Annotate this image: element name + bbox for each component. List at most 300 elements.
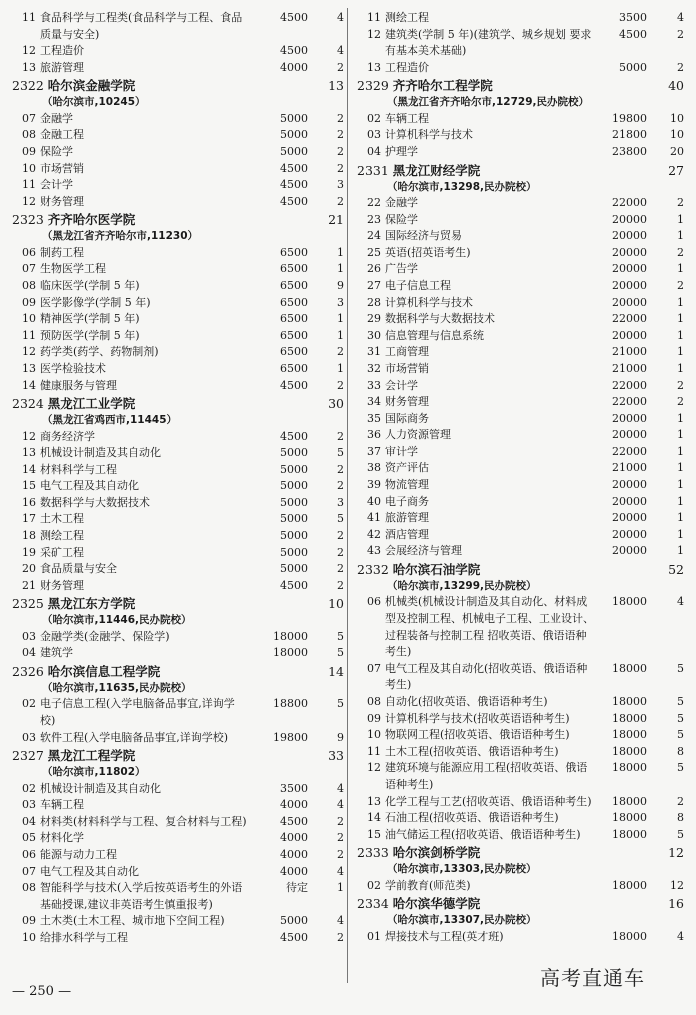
major-row — [12, 295, 344, 312]
major-fee: 21000 — [612, 461, 647, 475]
major-fee: 18000 — [612, 595, 647, 609]
major-name: 数据科学与大数据技术 — [40, 495, 150, 509]
major-row — [357, 460, 684, 477]
major-row — [12, 495, 344, 512]
major-code: 31 — [367, 345, 381, 359]
major-code: 07 — [22, 262, 36, 276]
major-row — [357, 661, 684, 694]
major-quota: 2 — [677, 395, 684, 409]
major-name: 旅游管理 — [385, 511, 429, 525]
major-code: 32 — [367, 361, 381, 375]
major-name: 建筑类(学制 5 年)(建筑学、城乡规划 要求有基本美术基础) — [385, 27, 592, 58]
major-name: 采矿工程 — [40, 545, 84, 559]
major-name: 焊接技术与工程(英才班) — [385, 929, 504, 943]
major-name: 审计学 — [385, 444, 418, 458]
major-name: 市场营销 — [40, 161, 84, 175]
major-fee: 6500 — [280, 345, 308, 359]
major-name: 英语(招英语考生) — [385, 245, 471, 259]
right-column — [357, 10, 684, 945]
major-fee: 4500 — [280, 161, 308, 175]
major-row — [12, 445, 344, 462]
major-fee: 22000 — [612, 312, 647, 326]
school-location: （哈尔滨市,13298,民办院校） — [387, 180, 537, 193]
major-name: 预防医学(学制 5 年) — [40, 328, 140, 342]
major-code: 08 — [22, 278, 36, 292]
major-code: 10 — [367, 728, 381, 742]
major-quota: 1 — [677, 328, 684, 342]
major-quota: 2 — [337, 60, 344, 74]
major-name: 生物医学工程 — [40, 262, 106, 276]
major-fee: 4500 — [280, 194, 308, 208]
major-code: 35 — [367, 411, 381, 425]
major-quota: 4 — [337, 11, 344, 24]
major-code: 40 — [367, 494, 381, 508]
major-code: 12 — [22, 194, 36, 208]
major-fee: 5000 — [280, 545, 308, 559]
major-name: 电气工程及其自动化 — [40, 864, 139, 878]
major-quota: 2 — [337, 562, 344, 576]
major-quota: 1 — [337, 881, 344, 895]
major-code: 26 — [367, 262, 381, 276]
major-quota: 2 — [677, 245, 684, 259]
major-row — [357, 929, 684, 946]
major-row — [12, 144, 344, 161]
major-fee: 4500 — [280, 429, 308, 443]
major-code: 04 — [22, 814, 36, 828]
major-fee: 18000 — [612, 811, 647, 825]
major-row — [12, 378, 344, 395]
major-code: 27 — [367, 278, 381, 292]
major-name: 材料科学与工程 — [40, 462, 117, 476]
school-code: 2325 — [12, 596, 48, 612]
major-name: 石油工程(招收英语、俄语语种考生) — [385, 811, 559, 825]
school-code: 2333 — [357, 845, 393, 861]
major-fee: 3500 — [280, 781, 308, 795]
major-code: 11 — [22, 328, 36, 342]
major-row — [12, 930, 344, 947]
major-code: 12 — [367, 27, 381, 41]
major-fee: 4000 — [280, 60, 308, 74]
school-total: 16 — [668, 896, 684, 912]
major-quota: 1 — [677, 312, 684, 326]
major-code: 03 — [22, 629, 36, 643]
major-row — [357, 212, 684, 229]
major-name: 电气工程及其自动化 — [40, 479, 139, 493]
major-name: 金融学 — [385, 195, 418, 209]
major-fee: 4000 — [280, 798, 308, 812]
school-location: （哈尔滨市,13303,民办院校） — [387, 863, 537, 876]
major-quota: 2 — [677, 27, 684, 41]
major-row — [12, 880, 344, 913]
major-quota: 4 — [337, 864, 344, 878]
major-fee: 4500 — [280, 44, 308, 58]
major-row — [357, 394, 684, 411]
major-name: 保险学 — [385, 212, 418, 226]
major-name: 电子信息工程(入学电脑备品事宜,详询学校) — [40, 697, 235, 728]
major-fee: 5000 — [280, 128, 308, 142]
major-name: 制药工程 — [40, 245, 84, 259]
major-name: 保险学 — [40, 144, 73, 158]
major-name: 土木工程 — [40, 512, 84, 526]
school-total: 10 — [328, 596, 344, 612]
major-name: 机械设计制造及其自动化 — [40, 446, 161, 460]
major-fee: 4500 — [280, 930, 308, 944]
major-code: 08 — [22, 128, 36, 142]
major-code: 06 — [367, 595, 381, 609]
major-quota: 2 — [337, 831, 344, 845]
major-quota: 4 — [337, 798, 344, 812]
school-name: 哈尔滨剑桥学院 — [392, 845, 481, 861]
major-row — [12, 311, 344, 328]
major-code: 12 — [22, 345, 36, 359]
major-name: 机械设计制造及其自动化 — [40, 781, 161, 795]
major-fee: 18000 — [612, 761, 647, 775]
school-location: （黑龙江省齐齐哈尔市,12729,民办院校） — [387, 96, 590, 109]
major-row — [12, 60, 344, 77]
major-code: 14 — [22, 378, 36, 392]
major-fee: 19800 — [273, 730, 308, 744]
major-row — [12, 830, 344, 847]
major-fee: 20000 — [612, 428, 647, 442]
major-row — [357, 311, 684, 328]
major-row — [357, 494, 684, 511]
major-name: 材料类(材料科学与工程、复合材料与工程) — [40, 814, 247, 828]
major-fee: 20000 — [612, 411, 647, 425]
major-quota: 3 — [337, 178, 344, 192]
major-fee: 21800 — [612, 128, 647, 142]
major-code: 13 — [367, 60, 381, 74]
major-fee: 20000 — [612, 278, 647, 292]
major-quota: 5 — [677, 661, 684, 675]
major-quota: 10 — [670, 111, 684, 125]
major-row — [357, 810, 684, 827]
major-row — [12, 10, 344, 43]
major-name: 车辆工程 — [40, 798, 84, 812]
major-quota: 2 — [677, 794, 684, 808]
major-quota: 2 — [337, 529, 344, 543]
major-quota: 5 — [677, 761, 684, 775]
major-row — [12, 578, 344, 595]
major-row — [357, 144, 684, 161]
major-quota: 1 — [337, 312, 344, 326]
major-code: 14 — [22, 462, 36, 476]
major-fee: 5000 — [280, 111, 308, 125]
major-name: 电子信息工程 — [385, 278, 451, 292]
major-code: 11 — [367, 744, 381, 758]
major-row — [357, 411, 684, 428]
major-code: 11 — [367, 11, 381, 24]
major-row — [357, 60, 684, 77]
major-code: 43 — [367, 544, 381, 558]
major-fee: 6500 — [280, 328, 308, 342]
major-quota: 1 — [677, 544, 684, 558]
major-fee: 4000 — [280, 831, 308, 845]
major-quota: 9 — [337, 278, 344, 292]
major-fee: 4000 — [280, 848, 308, 861]
watermark-text: 高考直通车 — [540, 966, 645, 990]
major-quota: 5 — [337, 697, 344, 711]
major-quota: 4 — [337, 44, 344, 58]
major-name: 建筑环境与能源应用工程(招收英语、俄语语种考生) — [385, 761, 588, 791]
major-fee: 18000 — [612, 744, 647, 758]
major-quota: 2 — [677, 278, 684, 292]
major-code: 13 — [367, 794, 381, 808]
major-row — [12, 814, 344, 831]
major-code: 41 — [367, 511, 381, 525]
major-row — [12, 528, 344, 545]
school-header — [12, 211, 344, 228]
major-row — [357, 711, 684, 728]
major-code: 15 — [22, 479, 36, 493]
major-code: 23 — [367, 212, 381, 226]
school-code: 2334 — [357, 896, 393, 912]
major-quota: 2 — [337, 479, 344, 493]
major-row — [357, 245, 684, 262]
major-quota: 2 — [337, 111, 344, 125]
major-row — [12, 462, 344, 479]
major-name: 自动化(招收英语、俄语语种考生) — [385, 695, 548, 708]
major-row — [12, 478, 344, 495]
major-quota: 2 — [337, 161, 344, 175]
major-name: 资产评估 — [385, 461, 429, 475]
major-row — [357, 594, 684, 660]
major-code: 07 — [367, 661, 381, 675]
major-code: 37 — [367, 444, 381, 458]
school-location: （哈尔滨市,10245） — [42, 96, 146, 109]
school-header — [357, 162, 684, 179]
major-code: 11 — [22, 178, 36, 192]
major-fee: 22000 — [612, 195, 647, 209]
major-fee: 20000 — [612, 527, 647, 541]
major-quota: 4 — [337, 781, 344, 795]
major-code: 10 — [22, 312, 36, 326]
major-fee: 5000 — [280, 914, 308, 928]
major-row — [12, 645, 344, 662]
school-location: （哈尔滨市,11446,民办院校） — [42, 614, 192, 627]
major-row — [357, 543, 684, 560]
major-code: 02 — [367, 878, 381, 892]
major-fee: 6500 — [280, 295, 308, 309]
major-name: 物流管理 — [385, 478, 429, 492]
school-name: 哈尔滨信息工程学院 — [47, 664, 161, 680]
major-name: 材料化学 — [40, 831, 84, 845]
major-name: 测绘工程 — [385, 11, 429, 24]
school-location: （哈尔滨市,11802） — [42, 766, 146, 779]
major-fee: 21000 — [612, 345, 647, 359]
major-name: 信息管理与信息系统 — [385, 328, 484, 342]
major-fee: 18000 — [612, 661, 647, 675]
major-code: 13 — [22, 361, 36, 375]
major-quota: 4 — [677, 595, 684, 609]
major-code: 09 — [22, 914, 36, 928]
major-code: 10 — [22, 161, 36, 175]
major-row — [12, 161, 344, 178]
major-code: 36 — [367, 428, 381, 442]
major-quota: 3 — [337, 495, 344, 509]
major-name: 财务管理 — [40, 194, 84, 208]
major-fee: 4500 — [280, 378, 308, 392]
major-code: 09 — [367, 711, 381, 725]
school-total: 21 — [328, 212, 344, 228]
major-name: 国际商务 — [385, 411, 429, 425]
major-fee: 18000 — [612, 794, 647, 808]
major-name: 商务经济学 — [40, 429, 95, 443]
major-fee: 18000 — [273, 646, 308, 660]
major-fee: 21000 — [612, 361, 647, 375]
major-code: 03 — [22, 798, 36, 812]
school-code: 2323 — [12, 212, 48, 228]
school-name: 黑龙江东方学院 — [47, 596, 136, 612]
major-code: 03 — [367, 128, 381, 142]
major-fee: 4500 — [280, 578, 308, 592]
major-quota: 1 — [677, 212, 684, 226]
major-quota: 2 — [337, 814, 344, 828]
school-name: 黑龙江工程学院 — [47, 748, 136, 764]
school-header — [357, 895, 684, 912]
major-row — [357, 878, 684, 895]
left-column — [12, 10, 344, 947]
major-name: 医学检验技术 — [40, 361, 106, 375]
major-row — [12, 730, 344, 747]
major-quota: 1 — [337, 245, 344, 259]
major-fee: 6500 — [280, 312, 308, 326]
school-total: 27 — [668, 162, 684, 178]
major-name: 酒店管理 — [385, 527, 429, 541]
major-fee: 18000 — [612, 878, 647, 892]
major-name: 测绘工程 — [40, 529, 84, 543]
school-header — [357, 77, 684, 94]
major-code: 30 — [367, 328, 381, 342]
major-fee: 20000 — [612, 212, 647, 226]
major-row — [12, 43, 344, 60]
major-quota: 2 — [337, 194, 344, 208]
major-row — [357, 510, 684, 527]
major-name: 计算机科学与技术 — [385, 128, 473, 142]
major-code: 02 — [367, 111, 381, 125]
major-quota: 1 — [677, 527, 684, 541]
major-quota: 2 — [337, 545, 344, 559]
major-quota: 8 — [677, 811, 684, 825]
major-row — [357, 195, 684, 212]
major-row — [12, 847, 344, 864]
major-name: 药学类(药学、药物制剂) — [40, 345, 159, 359]
major-name: 建筑学 — [40, 646, 73, 660]
major-row — [357, 694, 684, 711]
major-code: 21 — [22, 578, 36, 592]
major-quota: 1 — [677, 262, 684, 276]
school-total: 14 — [328, 664, 344, 680]
major-row — [12, 278, 344, 295]
major-quota: 5 — [337, 512, 344, 526]
major-fee: 20000 — [612, 544, 647, 558]
school-header — [12, 747, 344, 764]
major-fee: 5000 — [280, 529, 308, 543]
major-code: 29 — [367, 312, 381, 326]
major-row — [357, 261, 684, 278]
school-name: 齐齐哈尔工程学院 — [392, 78, 493, 94]
major-quota: 1 — [337, 328, 344, 342]
major-row — [357, 444, 684, 461]
major-row — [12, 177, 344, 194]
school-total: 13 — [328, 78, 344, 94]
major-name: 市场营销 — [385, 361, 429, 375]
school-header — [12, 595, 344, 612]
major-quota: 20 — [670, 144, 684, 158]
major-quota: 1 — [677, 511, 684, 525]
major-fee: 5000 — [280, 479, 308, 493]
major-fee: 5000 — [280, 446, 308, 460]
major-fee: 4000 — [280, 864, 308, 878]
major-code: 12 — [22, 44, 36, 58]
major-fee: 20000 — [612, 295, 647, 309]
major-fee: 5000 — [280, 144, 308, 158]
major-fee: 18000 — [612, 728, 647, 742]
major-fee: 5000 — [280, 462, 308, 476]
major-name: 会计学 — [40, 178, 73, 192]
major-code: 20 — [22, 562, 36, 576]
major-code: 09 — [22, 295, 36, 309]
major-name: 计算机科学与技术 — [385, 295, 473, 309]
major-row — [357, 111, 684, 128]
major-fee: 18000 — [612, 711, 647, 725]
major-quota: 4 — [337, 914, 344, 928]
major-row — [357, 527, 684, 544]
school-total: 12 — [668, 845, 684, 861]
major-quota: 1 — [677, 478, 684, 492]
major-fee: 待定 — [286, 881, 308, 895]
major-name: 工程造价 — [40, 44, 84, 58]
major-row — [12, 797, 344, 814]
major-row — [357, 328, 684, 345]
major-code: 38 — [367, 461, 381, 475]
major-quota: 8 — [677, 744, 684, 758]
major-code: 02 — [22, 697, 36, 711]
major-code: 42 — [367, 527, 381, 541]
major-quota: 2 — [677, 195, 684, 209]
school-name: 哈尔滨华德学院 — [392, 896, 481, 912]
major-quota: 1 — [677, 494, 684, 508]
school-location: （哈尔滨市,13299,民办院校） — [387, 580, 537, 593]
major-fee: 22000 — [612, 395, 647, 409]
major-name: 土木类(土木工程、城市地下空间工程) — [40, 914, 225, 928]
major-name: 土木工程(招收英语、俄语语种考生) — [385, 744, 559, 758]
major-name: 学前教育(师范类) — [385, 878, 471, 892]
school-total: 40 — [668, 78, 684, 94]
major-code: 06 — [22, 245, 36, 259]
major-row — [12, 511, 344, 528]
major-code: 19 — [22, 545, 36, 559]
major-code: 04 — [367, 144, 381, 158]
major-quota: 5 — [677, 728, 684, 742]
major-row — [12, 344, 344, 361]
major-name: 人力资源管理 — [385, 428, 451, 442]
major-fee: 4500 — [280, 178, 308, 192]
major-name: 会展经济与管理 — [385, 544, 462, 558]
school-location: （黑龙江省鸡西市,11445） — [42, 414, 178, 427]
major-fee: 4500 — [280, 11, 308, 24]
major-row — [357, 127, 684, 144]
major-quota: 5 — [337, 446, 344, 460]
major-fee: 20000 — [612, 262, 647, 276]
major-name: 旅游管理 — [40, 60, 84, 74]
major-fee: 18000 — [273, 629, 308, 643]
major-name: 金融学类(金融学、保险学) — [40, 629, 170, 643]
school-total: 52 — [668, 562, 684, 578]
major-fee: 5000 — [280, 512, 308, 526]
major-code: 08 — [367, 695, 381, 708]
major-quota: 2 — [337, 848, 344, 861]
major-quota: 2 — [337, 462, 344, 476]
